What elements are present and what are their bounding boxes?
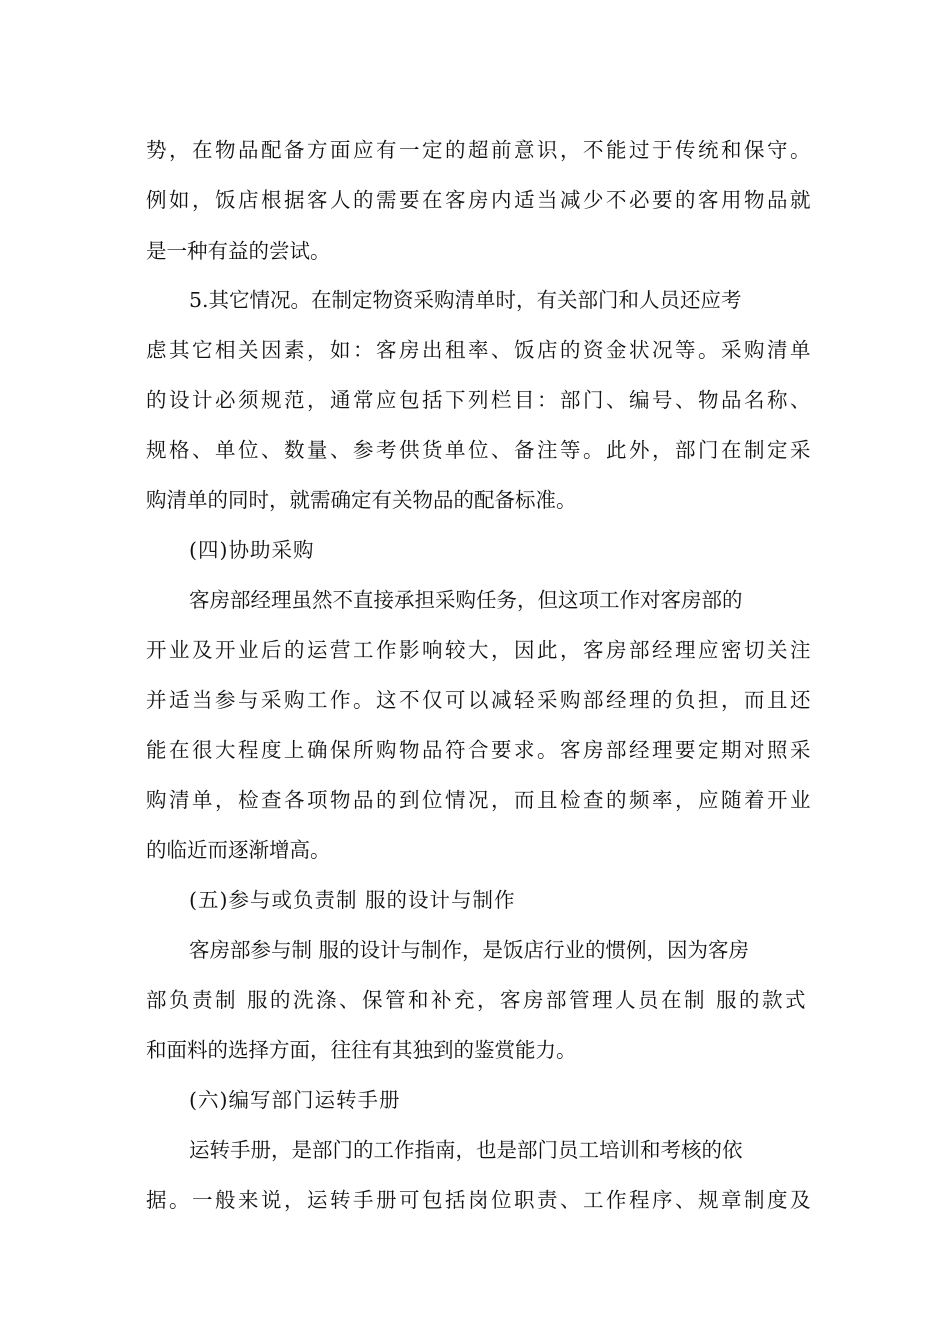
text-line: 例如，饭店根据客人的需要在客房内适当减少不必要的客用物品就 bbox=[146, 188, 813, 212]
text-line: 开业及开业后的运营工作影响较大，因此，客房部经理应密切关注 bbox=[146, 638, 813, 662]
text-line: 势，在物品配备方面应有一定的超前意识，不能过于传统和保守。 bbox=[146, 138, 813, 162]
text-line: 运转手册，是部门的工作指南，也是部门员工培训和考核的依 bbox=[189, 1138, 743, 1162]
text-line: 据。一般来说，运转手册可包括岗位职责、工作程序、规章制度及 bbox=[146, 1188, 813, 1212]
text-line: 规格、单位、数量、参考供货单位、备注等。此外，部门在制定采 bbox=[146, 438, 813, 462]
text-line: 购清单，检查各项物品的到位情况，而且检查的频率，应随着开业 bbox=[146, 788, 813, 812]
section-heading: (五)参与或负责制 服的设计与制作 bbox=[189, 888, 516, 912]
section-heading: (六)编写部门运转手册 bbox=[189, 1088, 401, 1112]
text-line: 并适当参与采购工作。这不仅可以减轻采购部经理的负担，而且还 bbox=[146, 688, 813, 712]
text-line: 5.其它情况。在制定物资采购清单时，有关部门和人员还应考 bbox=[189, 288, 742, 312]
text-line: 部负责制 服的洗涤、保管和补充，客房部管理人员在制 服的款式 bbox=[146, 988, 809, 1012]
text-line: 能在很大程度上确保所购物品符合要求。客房部经理要定期对照采 bbox=[146, 738, 813, 762]
text-line: 是一种有益的尝试。 bbox=[146, 239, 331, 263]
text-line: 的临近而逐渐增高。 bbox=[146, 838, 331, 862]
text-line: 和面料的选择方面，往往有其独到的鉴赏能力。 bbox=[146, 1038, 577, 1062]
section-heading: (四)协助采购 bbox=[189, 538, 315, 562]
text-line: 虑其它相关因素，如：客房出租率、饭店的资金状况等。采购清单 bbox=[146, 338, 813, 362]
text-line: 客房部参与制 服的设计与制作，是饭店行业的惯例，因为客房 bbox=[189, 938, 750, 962]
text-line: 客房部经理虽然不直接承担采购任务，但这项工作对客房部的 bbox=[189, 588, 743, 612]
text-line: 购清单的同时，就需确定有关物品的配备标准。 bbox=[146, 488, 577, 512]
text-line: 的设计必须规范，通常应包括下列栏目：部门、编号、物品名称、 bbox=[146, 388, 813, 412]
